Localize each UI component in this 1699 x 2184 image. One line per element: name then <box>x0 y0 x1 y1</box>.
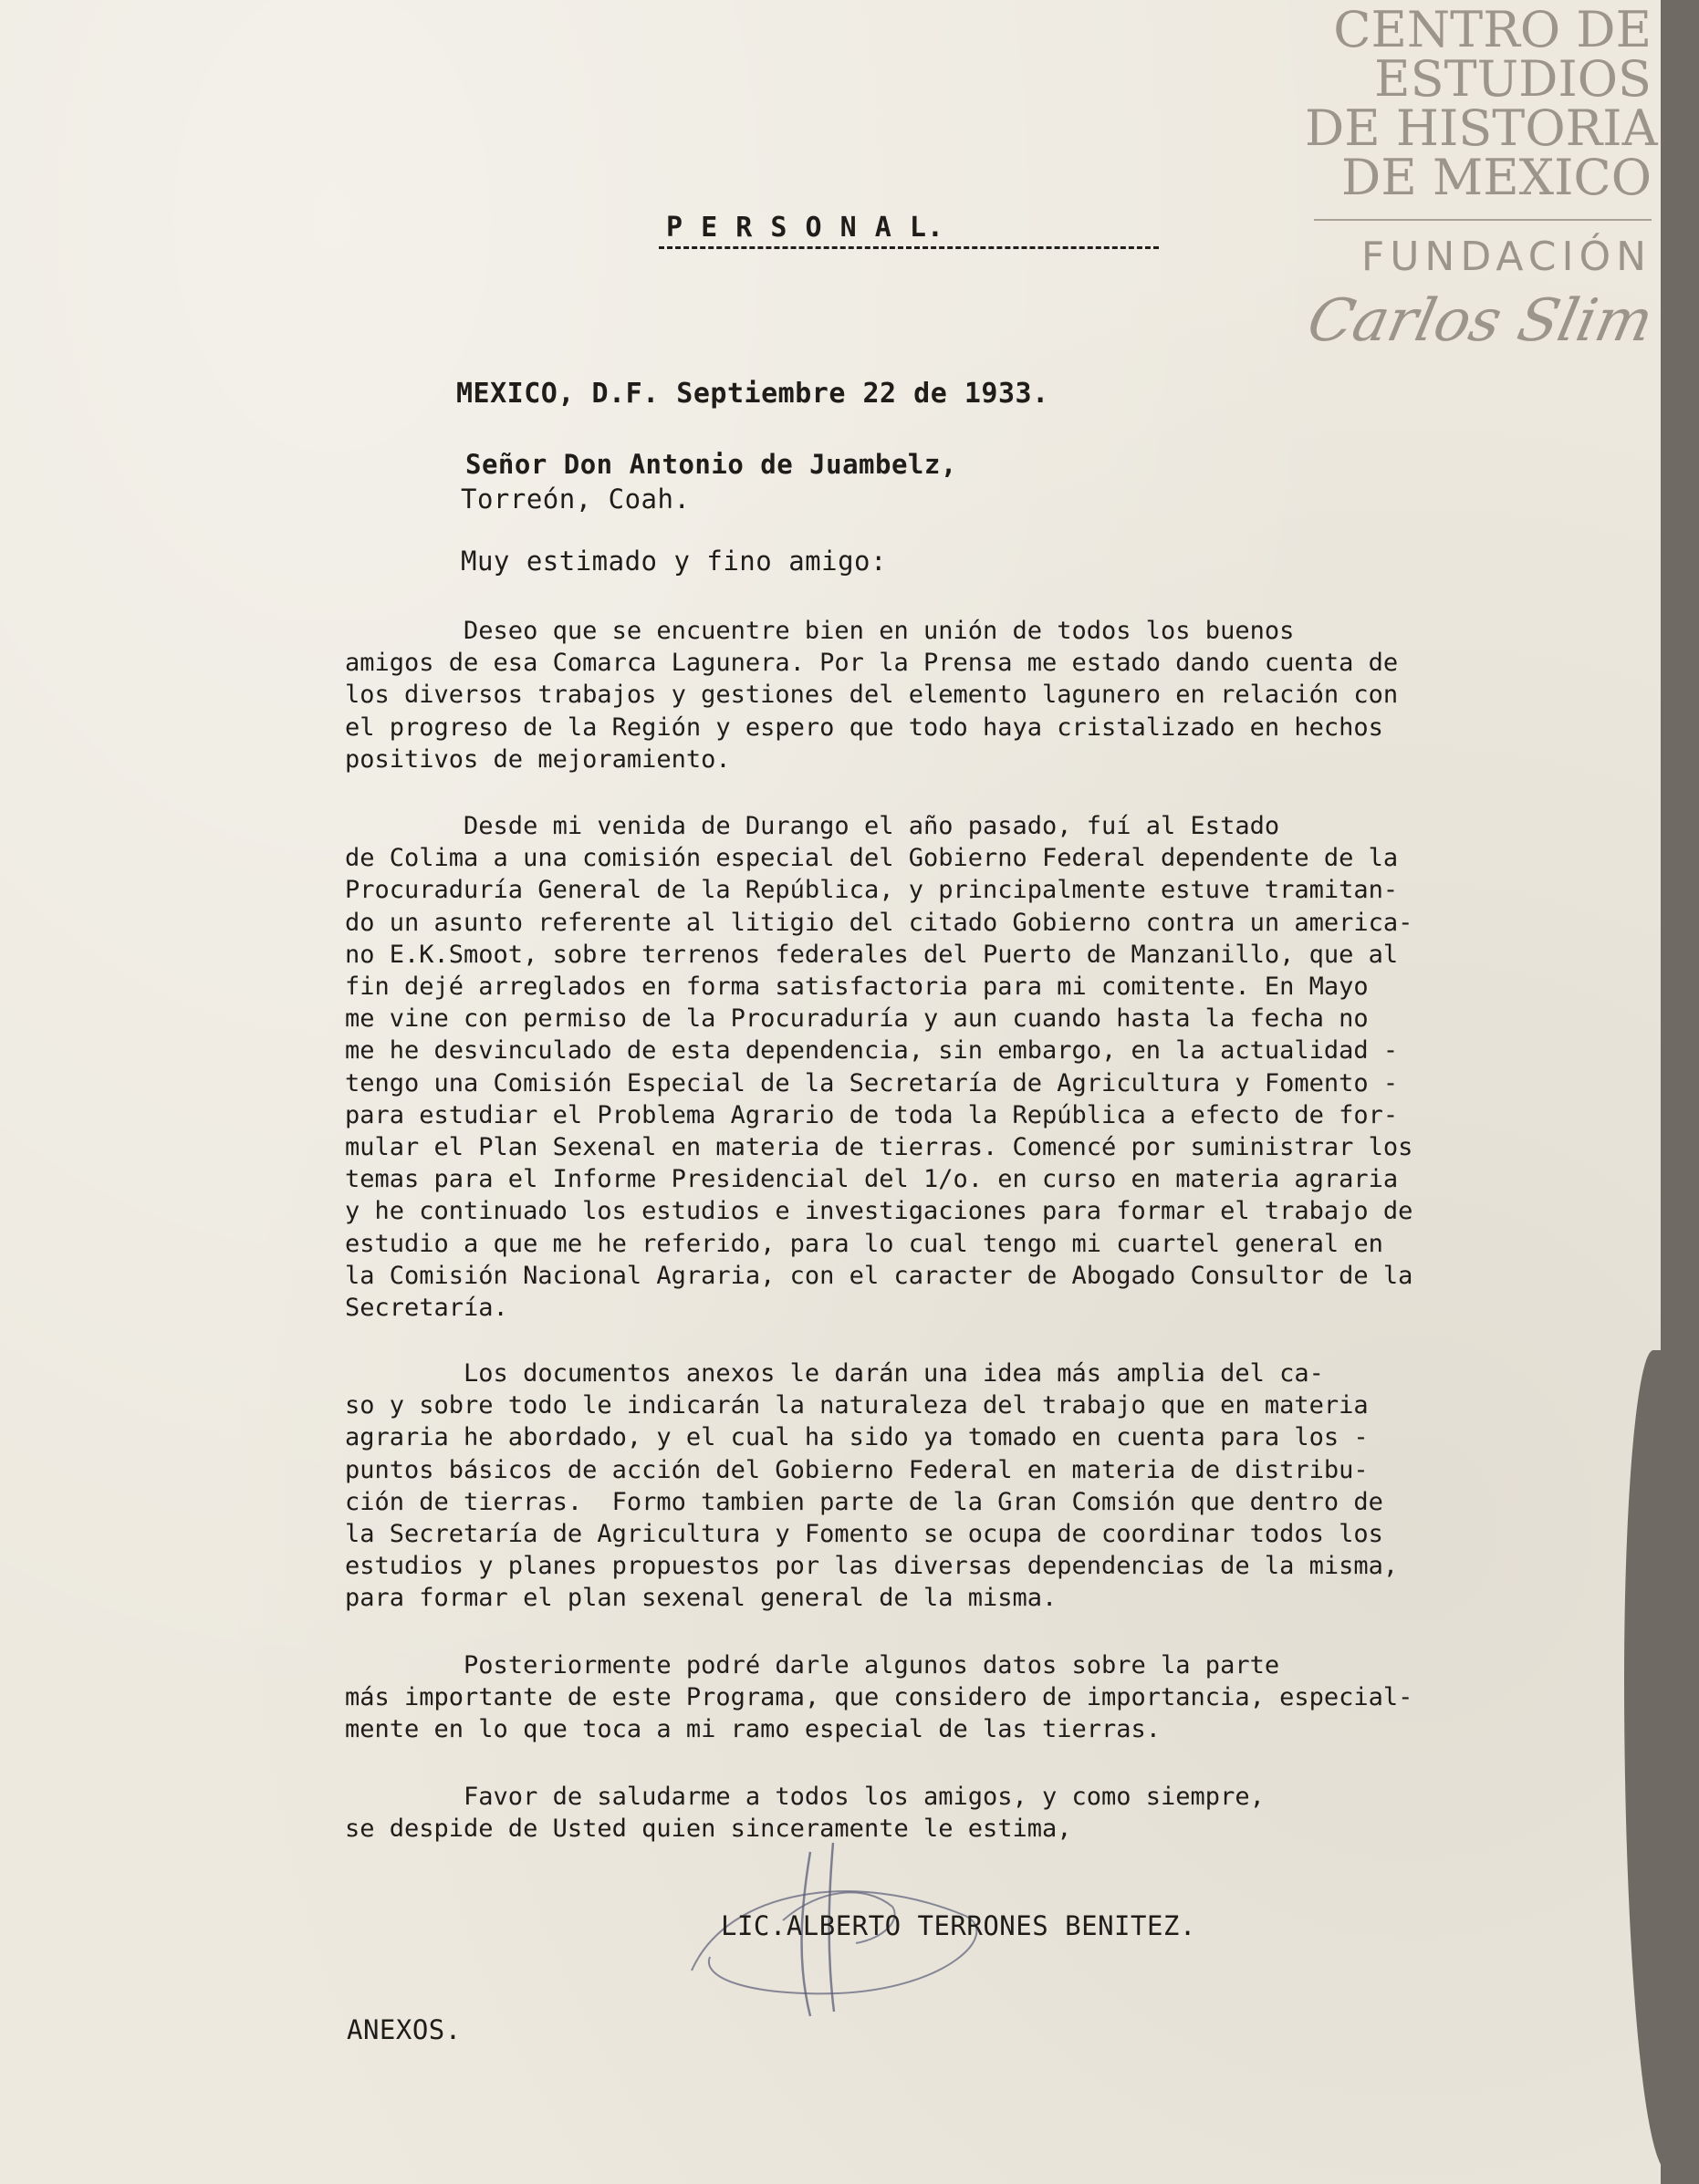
text-line: mente en lo que toca a mi ramo especial de las tierras. <box>345 1715 1162 1744</box>
recipient-location: Torreón, Coah. <box>461 484 691 515</box>
text-line: do un asunto referente al litigio del citado Gobierno contra un america- <box>345 908 1413 937</box>
watermark-line-4: DE MEXICO <box>1341 149 1652 206</box>
archive-watermark <box>1301 1 1659 358</box>
text-line: amigos de esa Comarca Lagunera. Por la Prensa me estado dando cuenta de <box>345 649 1399 678</box>
text-line: Procuraduría General de la República, y principalmente estuve tramitan- <box>345 876 1399 905</box>
letter-heading: P E R S O N A L. <box>666 212 944 244</box>
text-line: positivos de mejoramiento. <box>345 744 731 774</box>
text-line: Deseo que se encuentre bien en unión de todos los buenos <box>345 617 1295 645</box>
text-line: Desde mi venida de Durango el año pasado, fuí al Estado <box>345 812 1280 840</box>
text-line: agraria he abordado, y el cual ha sido ya tomado en cuenta para los - <box>345 1423 1369 1452</box>
paragraph-4 <box>345 1649 1558 1746</box>
watermark-signature: Carlos Slim <box>1301 287 1659 355</box>
heading-underline <box>659 246 1159 249</box>
text-line: so y sobre todo le indicarán la naturaleza del trabajo que en materia <box>345 1391 1369 1420</box>
text-line: la Secretaría de Agricultura y Fomento se ocupa de coordinar todos los <box>345 1520 1383 1549</box>
watermark-line-3: DE HISTORIA <box>1305 99 1658 157</box>
recipient-name: Señor Don Antonio de Juambelz, <box>465 449 957 480</box>
signer-name: LIC.ALBERTO TERRONES BENITEZ. <box>721 1910 1196 1941</box>
text-line: el progreso de la Región y espero que todo haya cristalizado en hechos <box>345 712 1383 742</box>
text-line: Los documentos anexos le darán una idea más amplia del ca- <box>345 1359 1324 1388</box>
watermark-line-2: ESTUDIOS <box>1374 50 1652 108</box>
text-line: Posteriormente podré darle algunos datos sobre la parte <box>345 1651 1280 1680</box>
text-line: tengo una Comisión Especial de la Secretaría de Agricultura y Fomento - <box>345 1068 1399 1097</box>
text-line: estudios y planes propuestos por las diversas dependencias de la misma, <box>345 1552 1399 1581</box>
text-line: estudio a que me he referido, para lo cual tengo mi cuartel general en <box>345 1229 1383 1258</box>
text-line: los diversos trabajos y gestiones del elemento lagunero en relación con <box>345 681 1399 710</box>
text-line: no E.K.Smoot, sobre terrenos federales del Puerto de Manzanillo, que al <box>345 940 1399 969</box>
text-line: Secretaría. <box>345 1294 508 1323</box>
letter-date: MEXICO, D.F. Septiembre 22 de 1933. <box>456 378 1049 410</box>
salutation: Muy estimado y fino amigo: <box>461 546 887 577</box>
text-line: me vine con permiso de la Procuraduría y aun cuando hasta la fecha no <box>345 1004 1369 1034</box>
paragraph-1 <box>345 615 1558 775</box>
text-line: de Colima a una comisión especial del Gobierno Federal dependente de la <box>345 844 1399 873</box>
text-line: me he desvinculado de esta dependencia, sin embargo, en la actualidad - <box>345 1036 1399 1066</box>
paragraph-2 <box>345 810 1558 1324</box>
text-line: fin dejé arreglados en forma satisfactoria para mi comitente. En Mayo <box>345 972 1369 1002</box>
text-line: puntos básicos de acción del Gobierno Federal en materia de distribu- <box>345 1455 1369 1484</box>
text-line: temas para el Informe Presidencial del 1/o. en curso en materia agraria <box>345 1165 1399 1194</box>
text-line: más importante de este Programa, que considero de importancia, especial- <box>345 1683 1413 1712</box>
text-line: ción de tierras. Formo tambien parte de la Gran Comsión que dentro de <box>345 1487 1383 1516</box>
text-line: para formar el plan sexenal general de la misma. <box>345 1584 1058 1613</box>
text-line: y he continuado los estudios e investigaciones para formar el trabajo de <box>345 1197 1413 1226</box>
torn-edge <box>1624 1350 1661 2171</box>
enclosures-label: ANEXOS. <box>347 2014 462 2045</box>
text-line: se despide de Usted quien sinceramente le estima, <box>345 1815 1072 1844</box>
text-line: para estudiar el Problema Agrario de toda la República a efecto de for- <box>345 1100 1399 1129</box>
text-line: Favor de saludarme a todos los amigos, y como siempre, <box>345 1783 1265 1811</box>
paragraph-3 <box>345 1357 1558 1615</box>
text-line: la Comisión Nacional Agraria, con el caracter de Abogado Consultor de la <box>345 1261 1413 1290</box>
text-line: mular el Plan Sexenal en materia de tierras. Comencé por suministrar los <box>345 1133 1413 1162</box>
watermark-fundacion: FUNDACIÓN <box>1360 234 1652 280</box>
watermark-line-1: CENTRO DE <box>1333 1 1652 58</box>
watermark-divider <box>1314 219 1652 221</box>
